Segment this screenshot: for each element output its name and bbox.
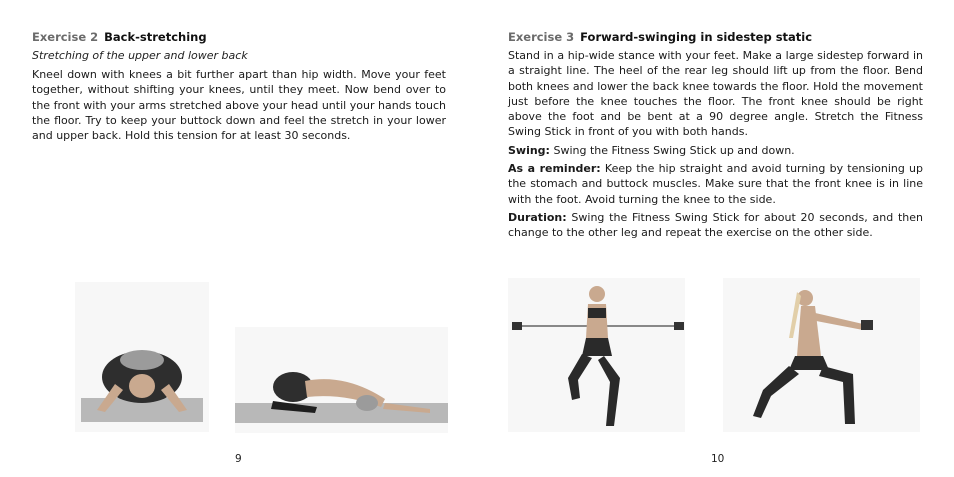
exercise-subtitle: Stretching of the upper and lower back [32, 49, 248, 62]
lunge-front-photo [508, 278, 685, 432]
exercise-2-heading [32, 30, 207, 44]
page-number: 10 [711, 453, 725, 465]
swing-label: Swing: [508, 143, 550, 157]
duration-paragraph [508, 210, 923, 241]
reminder-paragraph [508, 161, 923, 207]
swing-text: Swing the Fitness Swing Stick up and down. [553, 143, 795, 157]
duration-label: Duration: [508, 210, 567, 224]
right-page [477, 0, 954, 477]
lunge-side-photo [723, 278, 920, 432]
page-number: 9 [235, 453, 242, 465]
exercise-label: Exercise 3 [508, 30, 575, 44]
child-pose-side-photo [235, 327, 448, 433]
swing-paragraph [508, 143, 923, 158]
exercise-3-instructions [508, 48, 923, 244]
duration-text: Swing the Fitness Swing Stick for about 20 seconds, and then change to the other leg and repeat the exercise on the other side. [508, 210, 923, 240]
exercise-label: Exercise 2 [32, 30, 99, 44]
reminder-label: As a reminder: [508, 162, 601, 176]
intro-paragraph: Stand in a hip-wide stance with your feet. Make a large sidestep forward in a straight line. The heel of the rear leg should lift up from the floor. Bend both knees and lower the back knee towards the floor. Hold the movement just before the knee touches the floor. The front knee should be right above the foot and be bent at a 90 degree angle. Stretch the Fitness Swing Stick in front of you with both hands. [508, 49, 923, 139]
reminder-text: Keep the hip straight and avoid turning by tensioning up the stomach and buttock muscles. Make sure that the front knee is in line with the foot. Avoid turning the knee to the side. [508, 162, 924, 206]
exercise-3-heading [508, 30, 812, 44]
exercise-2-instructions: Kneel down with knees a bit further apart than hip width. Move your feet together, without shifting your knees, until they meet. Now bend over to the front with your arms stretched above your head until your hands touch the floor. Try to keep your buttock down and feel the stretch in your lower and upper back. Hold this tension for at least 30 seconds. [32, 68, 446, 143]
exercise-title: Forward-swinging in sidestep static [580, 30, 813, 44]
child-pose-front-photo [75, 282, 209, 432]
exercise-title: Back-stretching [104, 30, 207, 44]
